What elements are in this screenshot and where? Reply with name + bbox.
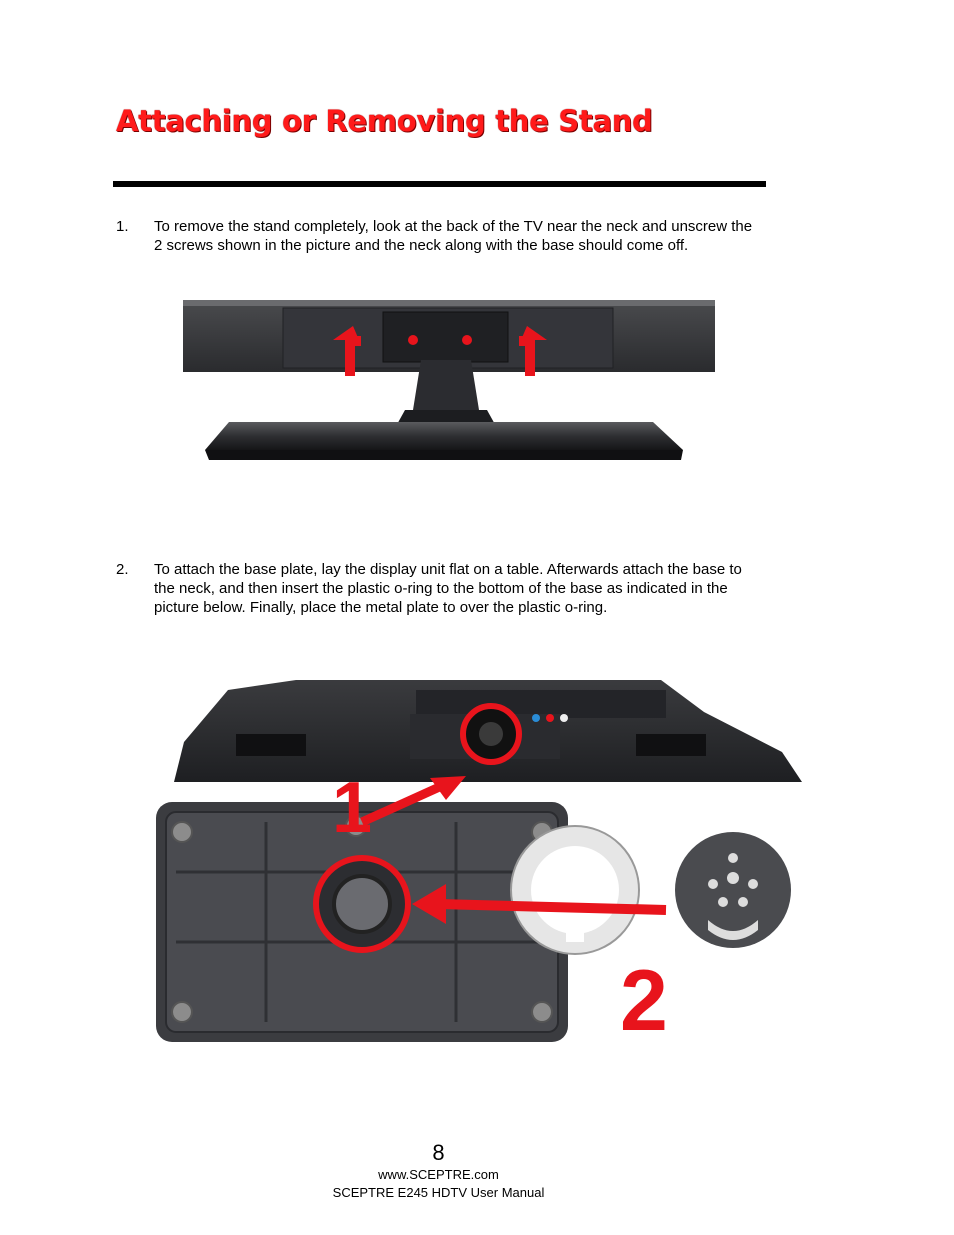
figure-label-2: 2: [620, 953, 668, 1049]
page-title: Attaching or Removing the Stand: [116, 104, 653, 138]
step-number: 1.: [116, 218, 129, 235]
figure-label-1: 1: [332, 768, 373, 848]
base-attachment-photo: [146, 672, 806, 1050]
title-divider: [113, 181, 766, 187]
page-number: 8: [432, 1140, 445, 1165]
footer-manual-title: SCEPTRE E245 HDTV User Manual: [332, 1185, 545, 1200]
step-text: To attach the base plate, lay the display unit flat on a table. Afterwards attach the base to the neck, and then insert the plastic o-ring to the bottom of the base as indicated in the picture below. Finally, place the metal plate to over the plastic o-ring.: [154, 561, 742, 616]
step-text: To remove the stand completely, look at the back of the TV near the neck and unscrew the 2 screws shown in the picture and the neck along with the base should come off.: [154, 218, 753, 254]
step-number: 2.: [116, 561, 129, 578]
stand-removal-photo: [183, 300, 715, 466]
footer-website: www.SCEPTRE.com: [378, 1167, 499, 1182]
